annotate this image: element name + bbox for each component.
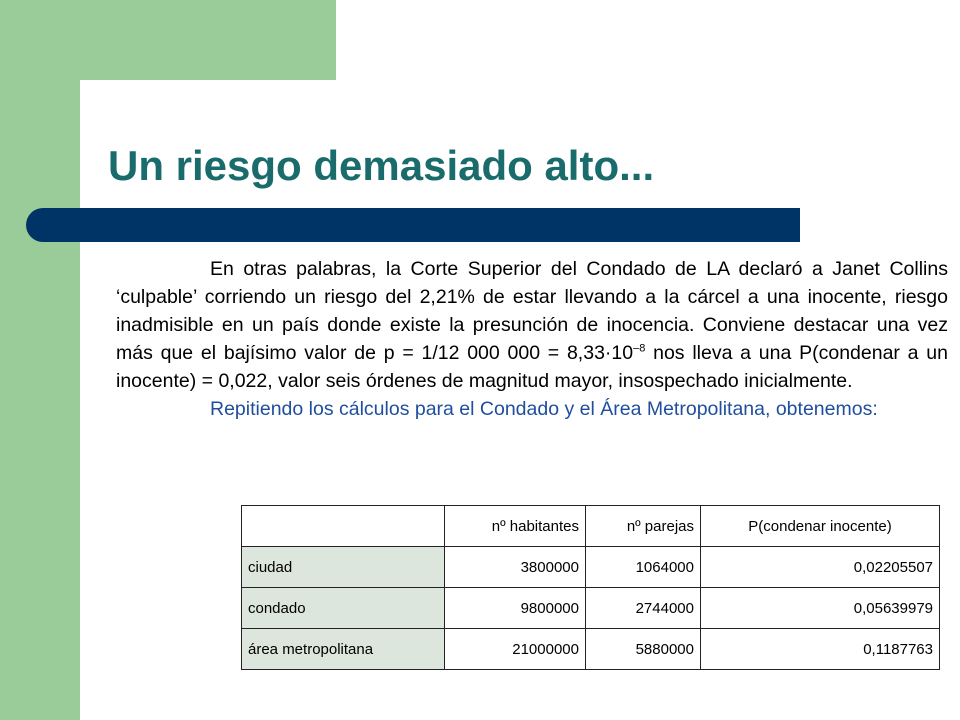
table-row <box>242 629 940 670</box>
cell-parejas: 2744000 <box>586 588 701 629</box>
cell-habitantes: 21000000 <box>445 629 586 670</box>
paragraph-1-text-a: En otras palabras, la Corte Superior del Condado de LA declaró a Janet Collins ‘culpable’ corriendo un riesgo del 2,21% de estar llevando a la cárcel a una inocente, riesgo inadmisible en un país donde existe la presunción de inocencia. Conviene destacar una vez más que el bajísimo valor de p = 1/12 000 000 = 8,33·10 <box>116 258 948 364</box>
title-underline-bar <box>26 208 800 242</box>
row-label: condado <box>242 588 445 629</box>
paragraph-1 <box>116 255 948 395</box>
cell-parejas: 5880000 <box>586 629 701 670</box>
table-header-row <box>242 506 940 547</box>
table-row <box>242 588 940 629</box>
cell-habitantes: 3800000 <box>445 547 586 588</box>
header-habitantes: nº habitantes <box>445 506 586 547</box>
header-probabilidad: P(condenar inocente) <box>701 506 940 547</box>
results-table <box>241 505 940 670</box>
cell-probabilidad: 0,1187763 <box>701 629 940 670</box>
cell-probabilidad: 0,05639979 <box>701 588 940 629</box>
slide-title: Un riesgo demasiado alto... <box>108 142 655 189</box>
cell-parejas: 1064000 <box>586 547 701 588</box>
top-accent-block <box>80 0 336 80</box>
row-label: ciudad <box>242 547 445 588</box>
table-row <box>242 547 940 588</box>
cell-probabilidad: 0,02205507 <box>701 547 940 588</box>
paragraph-2: Repitiendo los cálculos para el Condado y el Área Metropolitana, obtenemos: <box>210 398 878 420</box>
row-label: área metropolitana <box>242 629 445 670</box>
left-accent-bar <box>0 0 80 720</box>
header-empty <box>242 506 445 547</box>
header-parejas: nº parejas <box>586 506 701 547</box>
slide-body <box>116 255 948 423</box>
exponent: –8 <box>633 342 646 355</box>
cell-habitantes: 9800000 <box>445 588 586 629</box>
paragraph-1-text-b: nos lleva a una P(condenar a un inocente) = 0,022, valor seis órdenes de magnitud mayor, insospechado inicialmente. <box>116 342 948 392</box>
